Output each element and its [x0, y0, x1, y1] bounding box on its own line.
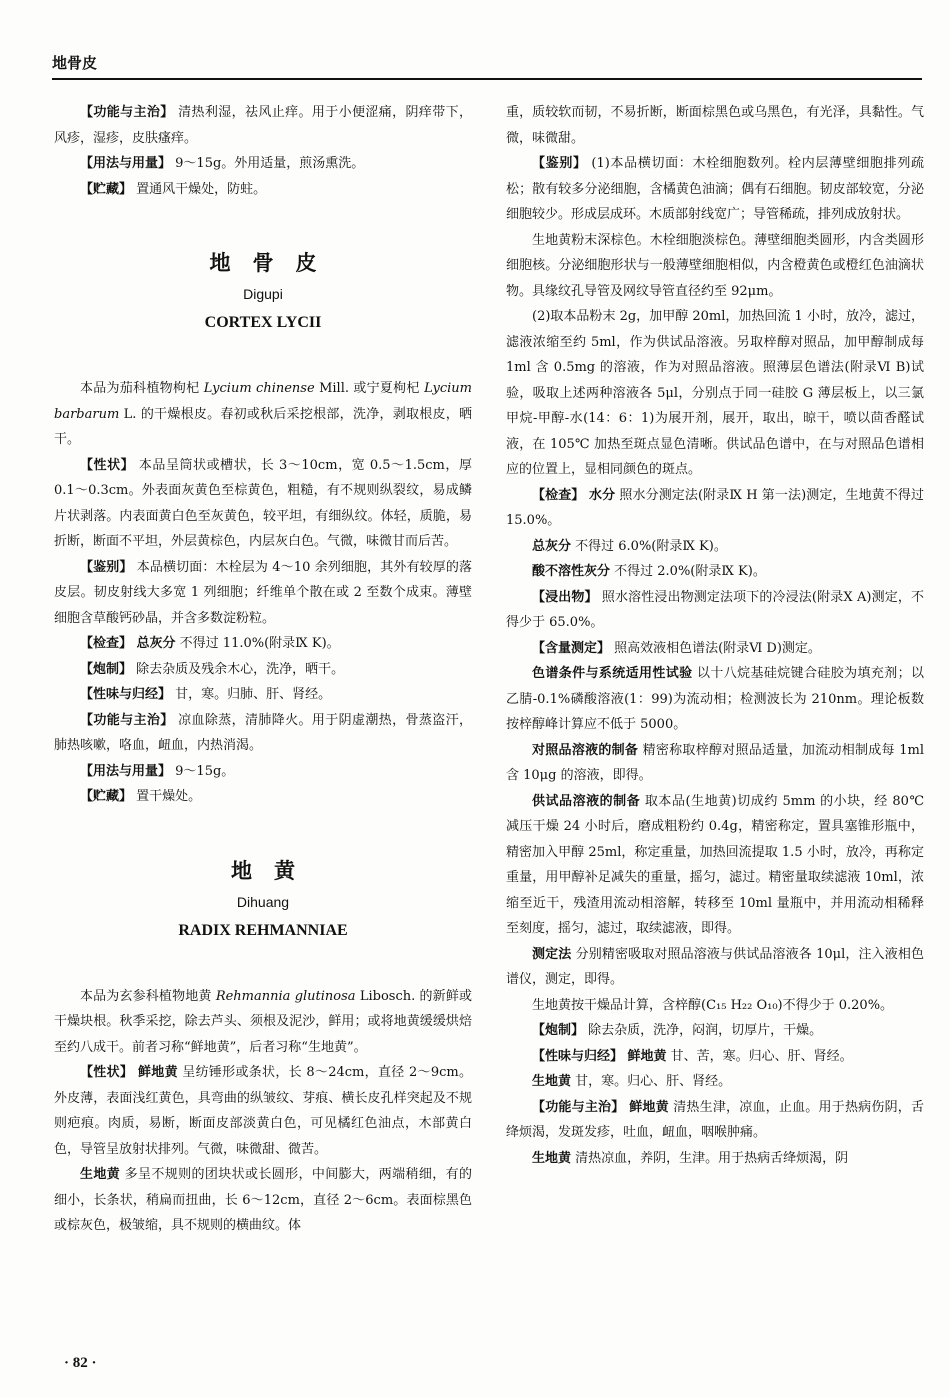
paragraph: 【鉴别】 (1)本品横切面：木栓细胞数列。栓内层薄壁细胞排列疏松；散有较多分泌细胞，含橘黄色油滴；偶有石细胞。韧皮部较宽，分泌细胞较少。形成层成环。木质部射线宽广；导管稀疏，排列成放射状。 [506, 156, 924, 222]
paragraph: 生地黄 多呈不规则的团块状或长圆形，中间膨大，两端稍细，有的细小，长条状，稍扁而扭曲，长 6～12cm，直径 2～6cm。表面棕黑色或棕灰色，极皱缩，具不规则的横曲纹。体 [54, 1167, 472, 1233]
title-pinyin: Dihuang [236, 893, 290, 910]
paragraph: 【性味与归经】 鲜地黄 甘、苦，寒。归心、肝、肾经。 [532, 1048, 853, 1064]
title-latin: CORTEX LYCII [204, 314, 322, 331]
paragraph: 生地黄 甘，寒。归心、肝、肾经。 [532, 1074, 732, 1089]
paragraph: 【鉴别】 本品横切面：木栓层为 4～10 余列细胞，其外有较厚的落皮层。韧皮射线大多宽 1 列细胞；纤维单个散在或 2 至数个成束。薄壁细胞含草酸钙砂晶，并含多数淀粉粒。 [54, 559, 472, 626]
header-rule [52, 78, 922, 80]
paragraph: (2)取本品粉末 2g，加甲醇 20ml，加热回流 1 小时，放冷，滤过，滤液浓缩至约 5ml，作为供试品溶液。另取梓醇对照品，加甲醇制成每 1ml 含 0.5mg 的溶液，作为对照品溶液。照薄层色谱法(附录Ⅵ B)试验，吸取上述两种溶液各 5μl，分别点于同一硅胶 G 薄层板上，以三氯甲烷-甲醇-水(14：6：1)为展开剂，展开，取出，晾干，喷以茴香醛试液，在 105℃ 加热至斑点显色清晰。供试品色谱中，在与对照品色谱相应的位置上，显相同颜色的斑点。 [506, 309, 924, 477]
paragraph: 总灰分 不得过 6.0%(附录Ⅸ K)。 [532, 538, 727, 554]
paragraph: 【用法与用量】 9～15g。外用适量，煎汤熏洗。 [80, 156, 365, 171]
paragraph: 【含量测定】 照高效液相色谱法(附录Ⅵ D)测定。 [532, 640, 821, 656]
paragraph: 生地黄按干燥品计算，含梓醇(C₁₅ H₂₂ O₁₀)不得少于 0.20%。 [532, 997, 894, 1013]
title-latin: RADIX REHMANNIAE [178, 921, 348, 939]
paragraph: 酸不溶性灰分 不得过 2.0%(附录Ⅸ K)。 [532, 564, 766, 579]
paragraph: 【贮藏】 置通风干燥处，防蛀。 [80, 181, 267, 197]
running-header: 地骨皮 [52, 54, 98, 72]
paragraph: 【性味与归经】 甘，寒。归肺、肝、肾经。 [80, 687, 332, 702]
page-number: · 82 · [64, 1355, 97, 1371]
paragraph: 【浸出物】 照水溶性浸出物测定法项下的冷浸法(附录Ⅹ A)测定，不得少于 65.0%。 [506, 589, 924, 630]
paragraph: 生地黄 清热凉血，养阴，生津。用于热病舌绛烦渴，阴 [532, 1150, 849, 1166]
title-pinyin: Digupi [243, 286, 283, 302]
paragraph: 【检查】 总灰分 不得过 11.0%(附录Ⅸ K)。 [80, 636, 340, 651]
paragraph: 对照品溶液的制备 精密称取梓醇对照品适量，加流动相制成每 1ml 含 10μg 的溶液，即得。 [506, 742, 924, 783]
paragraph: 【炮制】 除去杂质，洗净，闷润，切厚片，干燥。 [532, 1023, 823, 1038]
paragraph: 生地黄粉末深棕色。木栓细胞淡棕色。薄壁细胞类圆形，内含类圆形细胞核。分泌细胞形状与一般薄壁细胞相似，内含橙黄色或橙红色油滴状物。具缘纹孔导管及网纹导管直径约至 92μm。 [506, 232, 924, 299]
paragraph: 本品为玄参科植物地黄 Rehmannia glutinosa Libosch. 的新鲜或干燥块根。秋季采挖，除去芦头、须根及泥沙，鲜用；或将地黄缓缓烘焙至约八成干。前者习称“鲜地黄”，后者习称“生地黄”。 [54, 988, 472, 1055]
paragraph: 【功能与主治】 清热利湿，祛风止痒。用于小便涩痛，阴痒带下，风疹，湿疹，皮肤瘙痒。 [54, 105, 472, 146]
paragraph: 【性状】 鲜地黄 呈纺锤形或条状，长 8～24cm，直径 2～9cm。外皮薄，表面浅红黄色，具弯曲的纵皱纹、芽痕、横长皮孔样突起及不规则疤痕。肉质，易断，断面皮部淡黄白色，可见橘红色油点，木部黄白色，导管呈放射状排列。气微，味微甜、微苦。 [54, 1065, 472, 1157]
paragraph: 【炮制】 除去杂质及残余木心，洗净，晒干。 [80, 661, 345, 677]
paragraph: 本品为茄科植物枸杞 Lycium chinense Mill. 或宁夏枸杞 Lycium barbarum L. 的干燥根皮。春初或秋后采挖根部，洗净，剥取根皮，晒干。 [54, 381, 472, 447]
title-chinese: 地黄 [231, 858, 317, 883]
monograph-title-digupi [54, 246, 472, 338]
paragraph: 【用法与用量】 9～15g。 [80, 763, 235, 779]
paragraph: 测定法 分别精密吸取对照品溶液与供试品溶液各 10μl，注入液相色谱仪，测定，即得。 [506, 946, 924, 987]
paragraph: 重，质较软而韧，不易折断，断面棕黑色或乌黑色，有光泽，具黏性。气微，味微甜。 [506, 105, 924, 146]
title-chinese: 地骨皮 [209, 251, 339, 275]
paragraph: 色谱条件与系统适用性试验 以十八烷基硅烷键合硅胶为填充剂；以乙腈-0.1%磷酸溶液(1：99)为流动相；检测波长为 210nm。理论板数按梓醇峰计算应不低于 5000。 [506, 666, 924, 732]
paragraph: 【功能与主治】 凉血除蒸，清肺降火。用于阴虚潮热，骨蒸盗汗，肺热咳嗽，咯血，衄血，内热消渴。 [54, 712, 472, 753]
paragraph: 【贮藏】 置干燥处。 [80, 789, 202, 804]
left-column [54, 100, 472, 1239]
right-column [506, 100, 924, 1171]
monograph-title-dihuang [54, 854, 472, 946]
paragraph: 【功能与主治】 鲜地黄 清热生津，凉血，止血。用于热病伤阴，舌绛烦渴，发斑发疹，吐血，衄血，咽喉肿痛。 [506, 1099, 924, 1140]
paragraph: 【检查】 水分 照水分测定法(附录Ⅸ H 第一法)测定，生地黄不得过 15.0%。 [506, 487, 924, 528]
paragraph: 供试品溶液的制备 取本品(生地黄)切成约 5mm 的小块，经 80℃ 减压干燥 24 小时后，磨成粗粉约 0.4g，精密称定，置具塞锥形瓶中，精密加入甲醇 25ml，称定重量，加热回流提取 1.5 小时，放冷，再称定重量，用甲醇补足减失的重量，摇匀，滤过。精密量取续滤液 10ml，浓缩至近干，残渣用流动相溶解，转移至 10ml 量瓶中，并用流动相稀释至刻度，摇匀，滤过，取续滤液，即得。 [506, 793, 924, 936]
paragraph: 【性状】 本品呈筒状或槽状，长 3～10cm，宽 0.5～1.5cm，厚 0.1～0.3cm。外表面灰黄色至棕黄色，粗糙，有不规则纵裂纹，易成鳞片状剥落。内表面黄白色至灰黄色，较平坦，有细纵纹。体轻，质脆，易折断，断面不平坦，外层黄棕色，内层灰白色。气微，味微甘而后苦。 [54, 457, 472, 549]
